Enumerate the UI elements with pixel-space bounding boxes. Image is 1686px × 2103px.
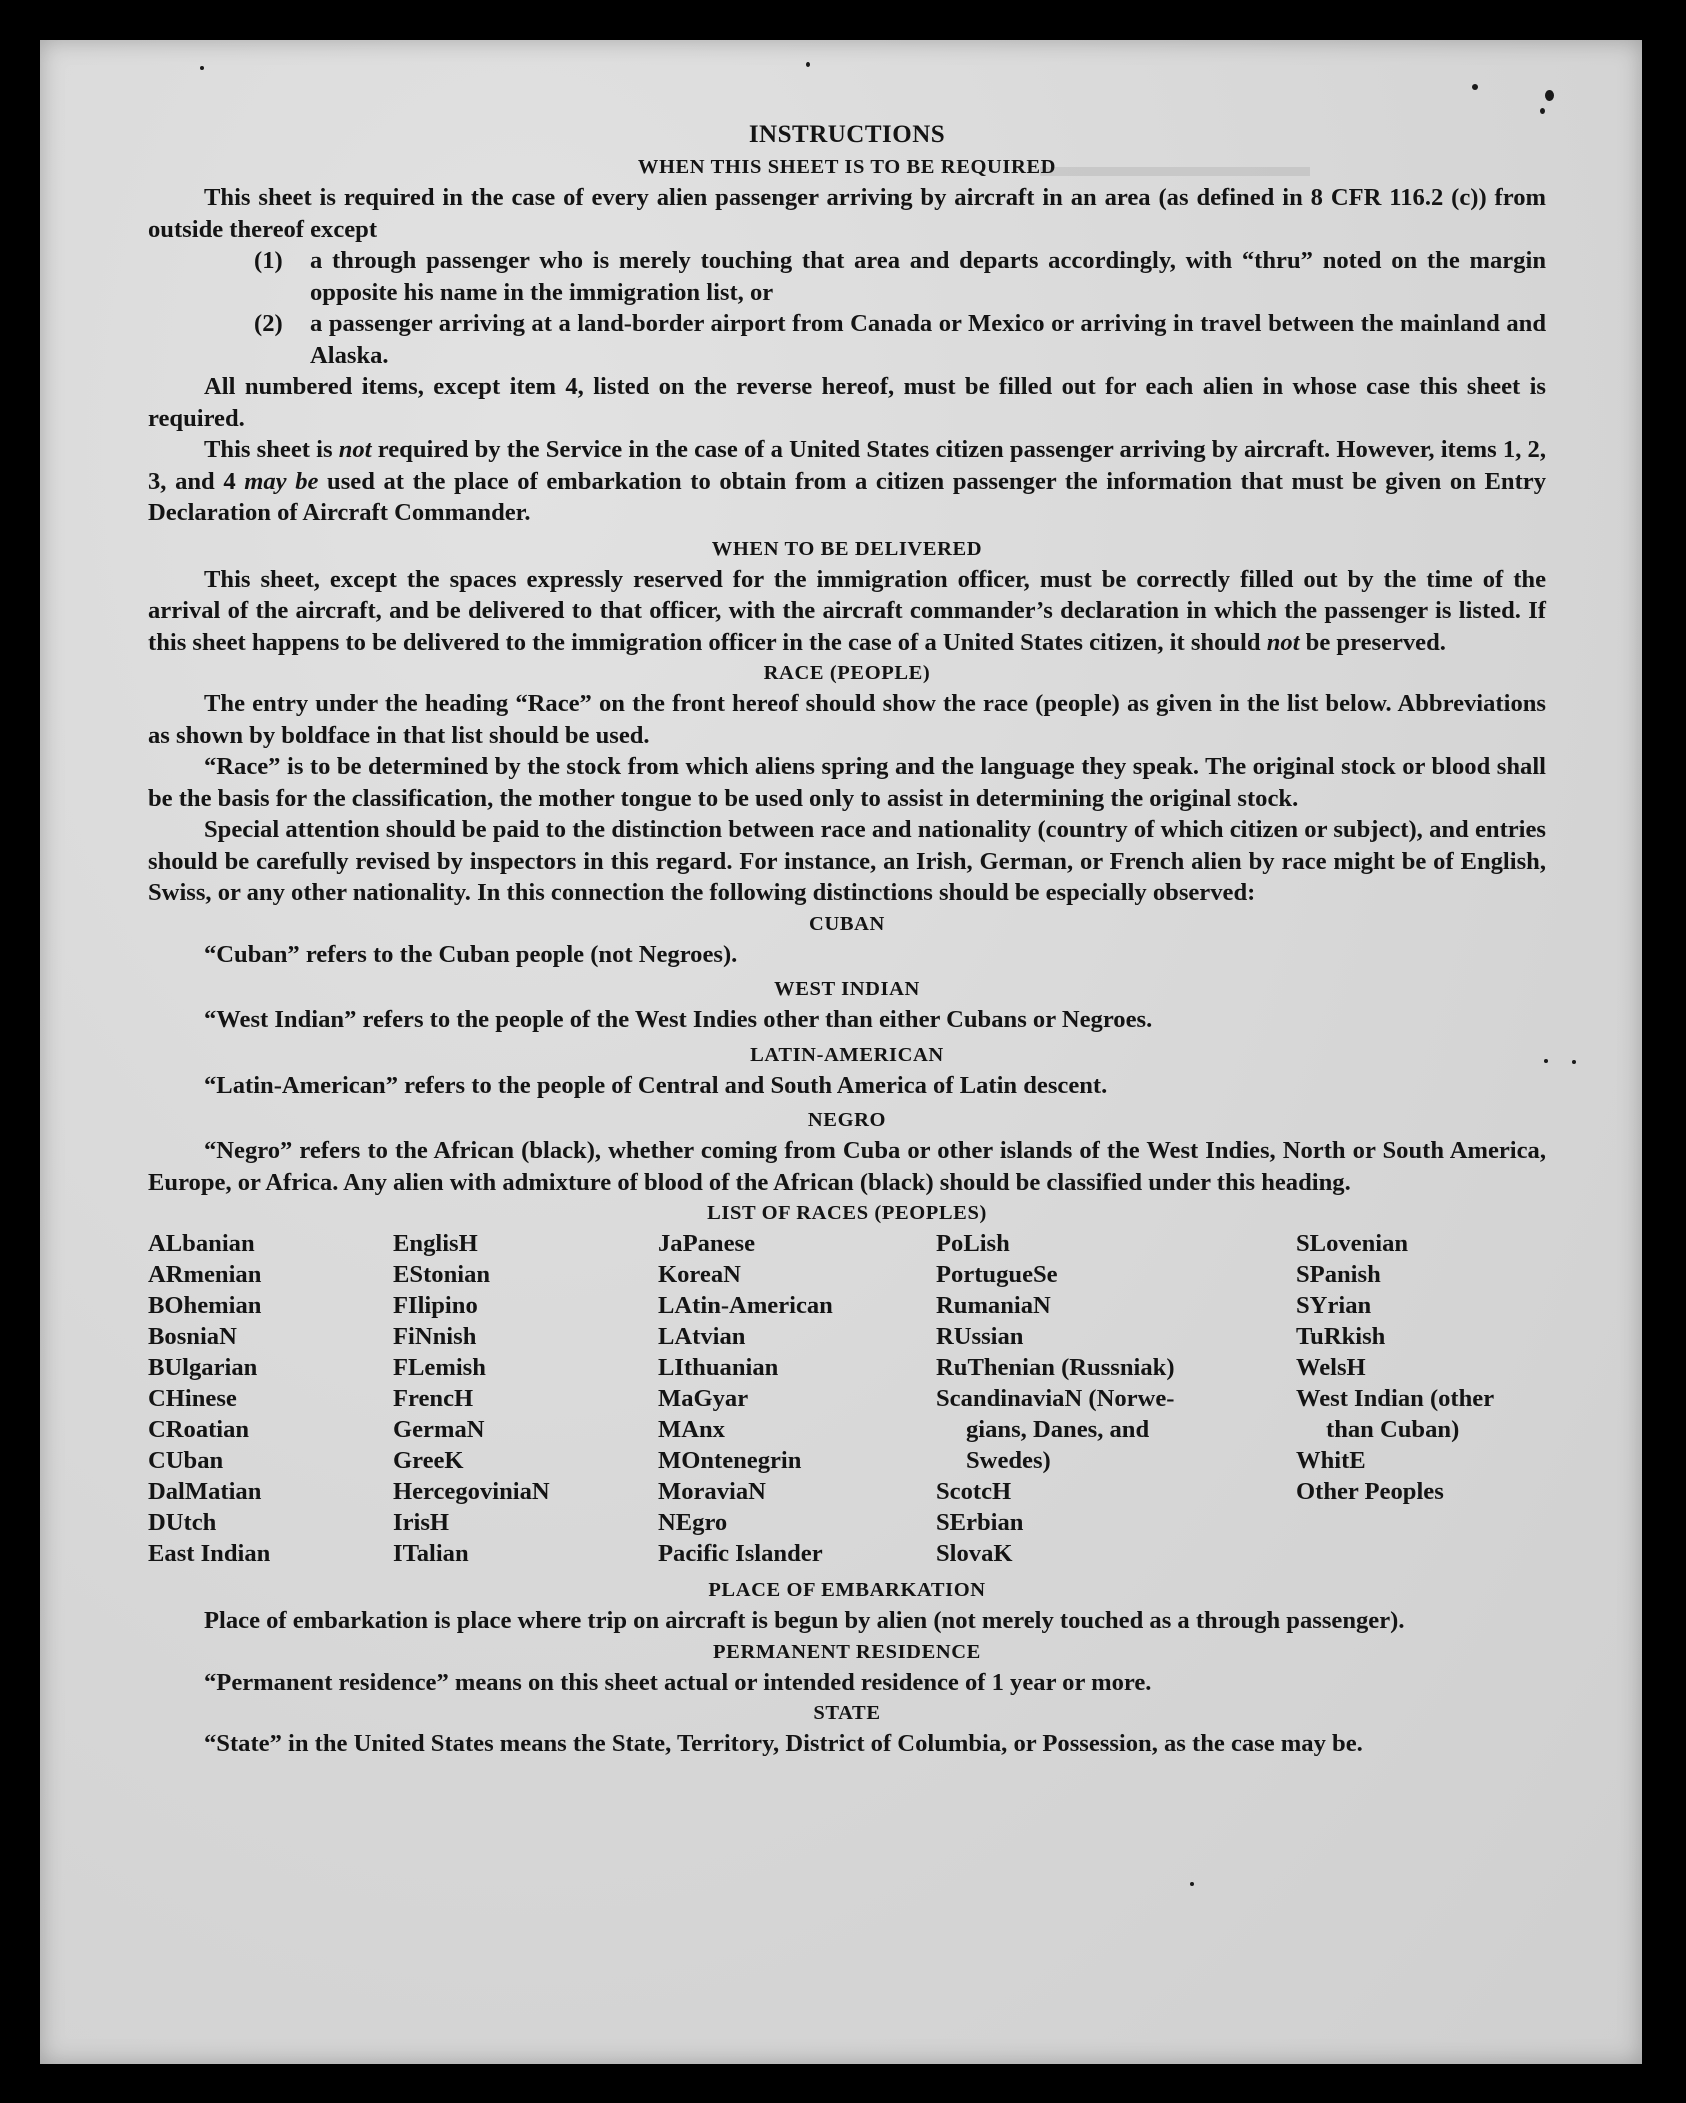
race-item: TuRkish — [1296, 1323, 1386, 1350]
heading-permanent-residence: PERMANENT RESIDENCE — [713, 1640, 981, 1663]
list-item — [254, 308, 1546, 371]
heading-cuban: CUBAN — [809, 912, 885, 935]
race-item: ALbanian — [148, 1230, 255, 1257]
race-item: GreeK — [393, 1447, 464, 1474]
race-column-2 — [393, 1228, 658, 1569]
heading-west-indian: WEST INDIAN — [774, 978, 920, 1000]
race-item: SLovenian — [1296, 1230, 1409, 1257]
race-item: ARmenian — [148, 1261, 262, 1288]
race-item: PoLish — [936, 1230, 1010, 1257]
paragraph-race-definition: “Race” is to be determined by the stock from which aliens spring and the language they speak. The original stock or blood shall be the basis for the classification, the mother tongue to be used only to assist in determining the original stock. — [148, 753, 1546, 812]
document-title: INSTRUCTIONS — [748, 121, 946, 148]
heading-state: STATE — [813, 1702, 881, 1724]
paragraph-permanent-residence: “Permanent residence” means on this sheet actual or intended residence of 1 year or more. — [204, 1668, 1152, 1696]
race-item: LAtvian — [658, 1323, 746, 1350]
race-item: SlovaK — [936, 1540, 1013, 1567]
race-item: BUlgarian — [148, 1354, 258, 1381]
heading-race: RACE (PEOPLE) — [763, 662, 931, 684]
paragraph-negro: “Negro” refers to the African (black), whether coming from Cuba or other islands of the West Indies, North or South America, Europe, or Africa. Any alien with admixture of blood of the African (black) should be classified under this heading. — [148, 1137, 1546, 1196]
race-item: SYrian — [1296, 1292, 1372, 1319]
race-item: MaGyar — [658, 1385, 749, 1412]
emphasis-not: not — [338, 436, 372, 463]
race-item: HercegoviniaN — [393, 1478, 550, 1505]
scan-speck — [1540, 108, 1545, 114]
scan-speck — [1572, 1060, 1576, 1064]
race-item: ITalian — [393, 1540, 469, 1567]
text-run: used at the place of embarkation to obtain from a citizen passenger the information that must be given on Entry Declaration of Aircraft Commander. — [148, 467, 1546, 526]
race-item: WelsH — [1296, 1354, 1366, 1381]
paragraph-race-entry: The entry under the heading “Race” on the front hereof should show the race (people) as given in the list below. Abbreviations as shown by boldface in that list should be used. — [148, 690, 1546, 749]
race-item: ScotcH — [936, 1478, 1012, 1505]
race-item: KoreaN — [658, 1261, 741, 1288]
race-item: CUban — [148, 1447, 224, 1474]
emphasis-may-be: may be — [244, 467, 319, 495]
race-item: FLemish — [393, 1354, 486, 1381]
race-item: RumaniaN — [936, 1292, 1051, 1319]
race-item: JaPanese — [658, 1230, 755, 1257]
text-run: required by the Service in the case of a United States citizen passenger arriving by aircraft. However, items 1, 2, 3, and 4 — [148, 436, 1546, 495]
scan-speck — [200, 66, 204, 70]
paragraph-state: “State” in the United States means the State, Territory, District of Columbia, or Possession, as the case may be. — [204, 1730, 1363, 1757]
race-item: LIthuanian — [658, 1354, 779, 1381]
heading-place-of-embarkation: PLACE OF EMBARKATION — [708, 1579, 986, 1601]
heading-when-delivered: WHEN TO BE DELIVERED — [711, 537, 983, 560]
paragraph-west-indian: “West Indian” refers to the people of the West Indies other than either Cubans or Negroes. — [204, 1006, 1153, 1033]
race-item: EnglisH — [393, 1230, 478, 1257]
race-item: MoraviaN — [658, 1478, 766, 1505]
race-item: CHinese — [148, 1385, 237, 1412]
exceptions-list — [254, 245, 1546, 371]
race-item: GermaN — [393, 1416, 485, 1443]
race-item: RuThenian (Russniak) — [936, 1354, 1175, 1381]
race-item: EStonian — [393, 1261, 491, 1288]
race-item: BOhemian — [148, 1292, 262, 1319]
race-item-continuation: Swedes) — [966, 1447, 1051, 1474]
paragraph-citizen-passenger — [148, 434, 1546, 529]
race-column-1 — [148, 1228, 393, 1569]
race-item: MOntenegrin — [658, 1447, 802, 1474]
heading-list-of-races: LIST OF RACES (PEOPLES) — [707, 1202, 987, 1224]
race-item: East Indian — [148, 1540, 271, 1567]
scan-speck — [1472, 84, 1478, 90]
item-number: (2) — [254, 310, 283, 337]
text-run: This sheet, except the spaces expressly reserved for the immigration officer, must be correctly filled out by the time of the arrival of the aircraft, and be delivered to that officer, with the aircraft commander’s declaration in which the passenger is listed. If this sheet happens to be delivered to the immigration officer in the case of a United States citizen, it should — [148, 565, 1546, 656]
scan-speck — [1190, 1882, 1194, 1886]
paragraph-when-required-intro: This sheet is required in the case of every alien passenger arriving by aircraft in an area (as defined in 8 CFR 116.2 (c)) from outside thereof except — [148, 184, 1546, 243]
race-item: SErbian — [936, 1509, 1024, 1536]
race-column-3 — [658, 1228, 936, 1569]
race-item: West Indian (other — [1296, 1385, 1495, 1412]
race-item: DUtch — [148, 1509, 217, 1536]
race-item: CRoatian — [148, 1416, 250, 1443]
race-item: DalMatian — [148, 1478, 262, 1505]
instructions-body — [148, 118, 1546, 1760]
text-run: be preserved. — [1299, 628, 1446, 656]
race-item: NEgro — [658, 1509, 728, 1536]
paragraph-race-nationality: Special attention should be paid to the distinction between race and nationality (country of which citizen or subject), and entries should be carefully revised by inspectors in this regard. For instance, an Irish, German, or French alien by race might be of English, Swiss, or any other nationality. In this connection the following distinctions should be especially observed: — [148, 816, 1546, 906]
heading-latin-american: LATIN-AMERICAN — [750, 1043, 944, 1066]
race-item: FrencH — [393, 1385, 474, 1412]
race-item: RUssian — [936, 1323, 1024, 1350]
race-item: PortugueSe — [936, 1261, 1058, 1288]
race-item: FiNnish — [393, 1323, 477, 1350]
paragraph-embarkation: Place of embarkation is place where trip on aircraft is begun by alien (not merely touched as a through passenger). — [204, 1607, 1405, 1634]
paragraph-latin-american: “Latin-American” refers to the people of Central and South America of Latin descent. — [204, 1071, 1108, 1099]
emphasis-not: not — [1266, 628, 1300, 656]
text-run: This sheet is — [204, 436, 339, 463]
race-item: WhitE — [1296, 1447, 1366, 1474]
paragraph-numbered-items: All numbered items, except item 4, listed on the reverse hereof, must be filled out for each alien in whose case this sheet is required. — [148, 373, 1546, 432]
heading-negro: NEGRO — [807, 1109, 887, 1131]
race-item: IrisH — [393, 1509, 450, 1536]
race-item-continuation: gians, Danes, and — [966, 1416, 1150, 1443]
race-item: MAnx — [658, 1416, 725, 1443]
item-text: a passenger arriving at a land-border airport from Canada or Mexico or arriving in travel between the mainland and Alaska. — [310, 310, 1546, 369]
paragraph-when-delivered — [148, 564, 1546, 659]
list-item — [254, 245, 1546, 308]
race-item: BosniaN — [148, 1323, 237, 1350]
bleed-through-text: ▬▬▬▬▬▬▬▬▬ — [1040, 150, 1310, 183]
scan-speck — [1545, 90, 1554, 101]
race-item-continuation: than Cuban) — [1326, 1416, 1460, 1443]
scan-speck — [806, 62, 810, 67]
race-item: FIlipino — [393, 1292, 478, 1319]
race-item: Pacific Islander — [658, 1540, 823, 1567]
race-column-5 — [1296, 1228, 1546, 1569]
race-list-table — [148, 1228, 1546, 1569]
item-text: a through passenger who is merely touching that area and departs accordingly, with “thru” noted on the margin opposite his name in the immigration list, or — [310, 247, 1546, 306]
heading-when-required: WHEN THIS SHEET IS TO BE REQUIRED — [637, 156, 1057, 178]
race-item: ScandinaviaN (Norwe- — [936, 1385, 1175, 1412]
item-number: (1) — [254, 247, 283, 274]
race-column-4 — [936, 1228, 1296, 1569]
race-item: LAtin-American — [658, 1292, 833, 1319]
race-item: Other Peoples — [1296, 1478, 1444, 1505]
race-item: SPanish — [1296, 1261, 1381, 1288]
paragraph-cuban: “Cuban” refers to the Cuban people (not Negroes). — [204, 940, 738, 968]
